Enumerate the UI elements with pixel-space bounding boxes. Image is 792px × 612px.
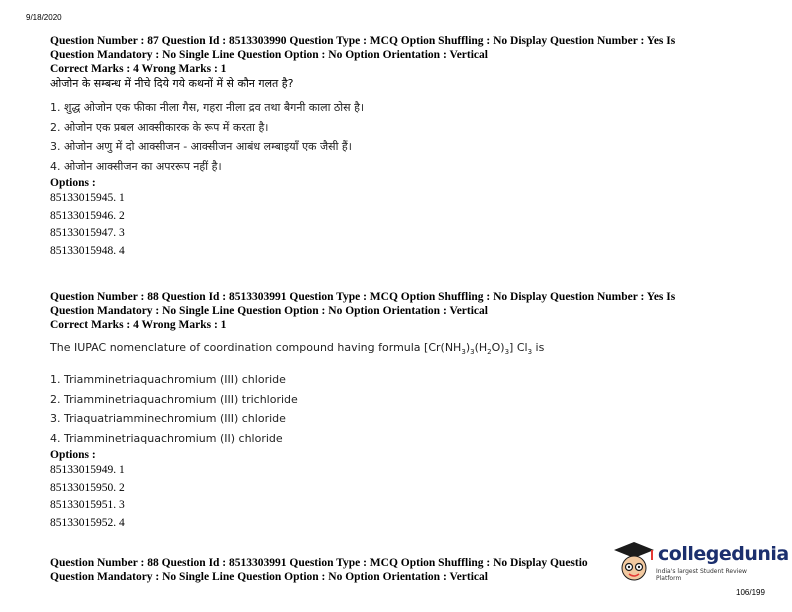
question-block-88 [50, 290, 750, 532]
logo-tagline: India's largest Student Review Platform [656, 568, 747, 582]
answer-option: 3. ओजोन अणु में दो आक्सीजन - आक्सीजन आबंध लम्बाइयाँ एक जैसी हैं। [50, 140, 352, 153]
option-id: 85133015948. 4 [50, 244, 125, 257]
question-header-line-1: Question Number : 88 Question Id : 8513303991 Question Type : MCQ Option Shuffling : No Display Question Number : Yes Is [50, 291, 676, 303]
answer-option: 3. Triaquatriamminechromium (III) chloride [50, 412, 286, 426]
answer-option: 2. Triamminetriaquachromium (III) trichloride [50, 392, 298, 406]
options-label: Options : [50, 449, 96, 462]
print-date: 9/18/2020 [26, 13, 62, 22]
question-marks: Correct Marks : 4 Wrong Marks : 1 [50, 319, 227, 331]
question-stem: ओजोन के सम्बन्ध में नीचे दिये गये कथनों में से कौन गलत है? [50, 77, 294, 90]
option-id-list [50, 462, 750, 532]
option-id: 85133015946. 2 [50, 209, 125, 222]
question-header-line-2: Question Mandatory : No Single Line Question Option : No Option Orientation : Vertical [50, 49, 488, 61]
graduate-mascot-icon [612, 540, 656, 586]
answer-option: 4. Triamminetriaquachromium (II) chloride [50, 431, 283, 445]
option-id: 85133015950. 2 [50, 481, 125, 494]
question-header-line-1: Question Number : 88 Question Id : 8513303991 Question Type : MCQ Option Shuffling : No Display Questio [50, 557, 588, 569]
question-header-line-1: Question Number : 87 Question Id : 8513303990 Question Type : MCQ Option Shuffling : No Display Question Number : Yes Is [50, 35, 676, 47]
option-id: 85133015952. 4 [50, 516, 125, 529]
collegedunia-logo [612, 540, 789, 586]
question-stem: The IUPAC nomenclature of coordination compound having formula $[Cr(NH_3)_3(H_2O)_3]$ $Cl_3$ is [50, 341, 545, 357]
page-number: 106/199 [736, 588, 765, 597]
question-header-line-2: Question Mandatory : No Single Line Question Option : No Option Orientation : Vertical [50, 305, 488, 317]
question-header-line-2: Question Mandatory : No Single Line Question Option : No Option Orientation : Vertical [50, 571, 488, 583]
question-block-87 [50, 34, 750, 260]
answer-option: 1. Triamminetriaquachromium (III) chloride [50, 373, 286, 387]
options-label: Options : [50, 177, 96, 189]
question-marks: Correct Marks : 4 Wrong Marks : 1 [50, 63, 227, 75]
answer-options [50, 98, 750, 176]
option-id: 85133015949. 1 [50, 464, 125, 477]
answer-option: 4. ओजोन आक्सीजन का अपररूप नहीं है। [50, 159, 222, 173]
option-id: 85133015947. 3 [50, 227, 125, 239]
option-id: 85133015951. 3 [50, 499, 125, 512]
option-id: 85133015945. 1 [50, 192, 125, 204]
answer-options [50, 370, 750, 448]
answer-option: 1. शुद्ध ओजोन एक फीका नीला गैस, गहरा नीला द्रव तथा बैगनी काला ठोस है। [50, 101, 365, 114]
logo-brand-text: collegedunia [658, 543, 789, 565]
answer-option: 2. ओजोन एक प्रबल आक्सीकारक के रूप में करता है। [50, 120, 269, 134]
option-id-list [50, 190, 750, 260]
